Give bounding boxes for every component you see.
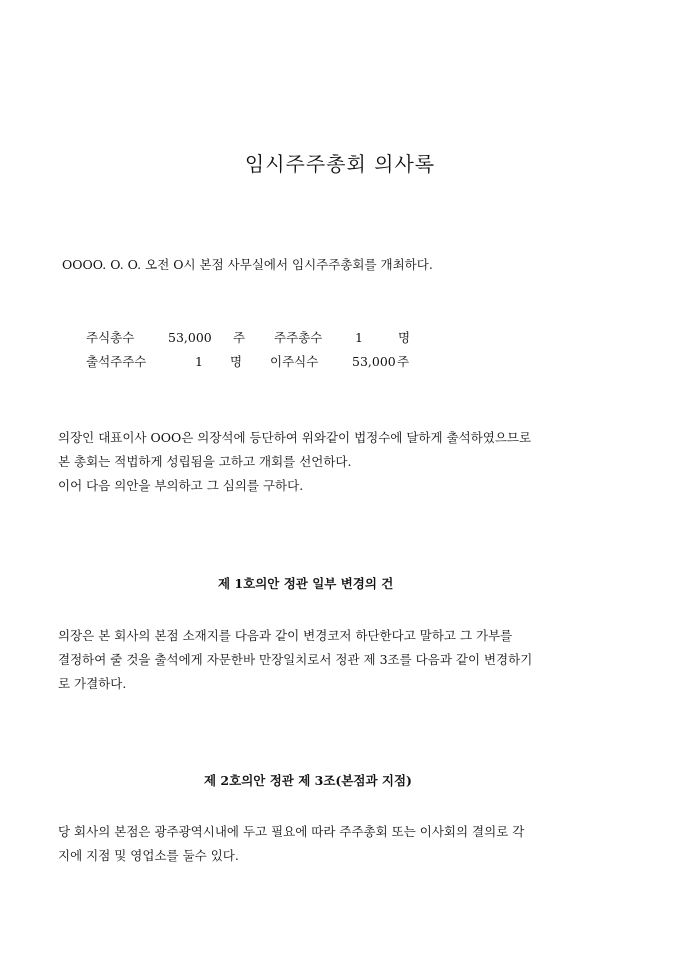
- agenda-1-heading: 제 1호의안 정관 일부 변경의 건: [218, 576, 394, 591]
- total-holders-unit: 명: [398, 330, 411, 345]
- present-holders-unit: 명: [230, 354, 243, 369]
- agenda-1-line-1: 의장은 본 회사의 본점 소재지를 다음과 같이 변경코저 하단한다고 말하고 그 가부를: [58, 628, 513, 643]
- total-shares-unit: 주: [233, 330, 246, 345]
- agenda-2-line-1: 당 회사의 본점은 광주광역시내에 두고 필요에 따라 주주총회 또는 이사회의 결의로 각: [58, 824, 525, 839]
- agenda-2-paragraph: [58, 820, 524, 868]
- opening-line-3: 이어 다음 의안을 부의하고 그 심의를 구하다.: [58, 478, 304, 493]
- opening-line-2: 본 총회는 적법하게 성립됨을 고하고 개회를 선언하다.: [58, 454, 352, 469]
- agenda-1-paragraph: [58, 624, 532, 696]
- shares-row-present: [0, 354, 680, 370]
- total-holders-label: 주주총수: [274, 330, 323, 345]
- present-holders-value: 1: [195, 354, 203, 369]
- opening-paragraph: [58, 426, 531, 498]
- total-shares-value: 53,000: [168, 330, 212, 345]
- total-shares-label: 주식총수: [86, 330, 135, 345]
- total-holders-value: 1: [355, 330, 363, 345]
- shares-row-totals: [0, 330, 680, 346]
- opening-line-1: 의장인 대표이사 OOO은 의장석에 등단하여 위와같이 법정수에 달하게 출석하였으므로: [58, 430, 532, 445]
- document-title: 임시주주총회 의사록: [244, 152, 436, 176]
- present-shares-value: 53,000: [352, 354, 396, 369]
- present-holders-label: 출석주주수: [86, 354, 147, 369]
- present-shares-unit: 주: [397, 354, 410, 369]
- meeting-intro: OOOO. O. O. 오전 O시 본점 사무실에서 임시주주총회를 개최하다.: [62, 257, 433, 272]
- agenda-1-line-2: 결정하여 줄 것을 출석에게 자문한바 만장일치로서 정관 제 3조를 다음과 같이 변경하기: [58, 652, 533, 667]
- agenda-2-heading: 제 2호의안 정관 제 3조(본점과 지점): [204, 773, 412, 788]
- agenda-2-line-2: 지에 지점 및 영업소를 둘수 있다.: [58, 848, 239, 863]
- present-shares-label: 이주식수: [270, 354, 319, 369]
- agenda-1-line-3: 로 가결하다.: [58, 676, 127, 691]
